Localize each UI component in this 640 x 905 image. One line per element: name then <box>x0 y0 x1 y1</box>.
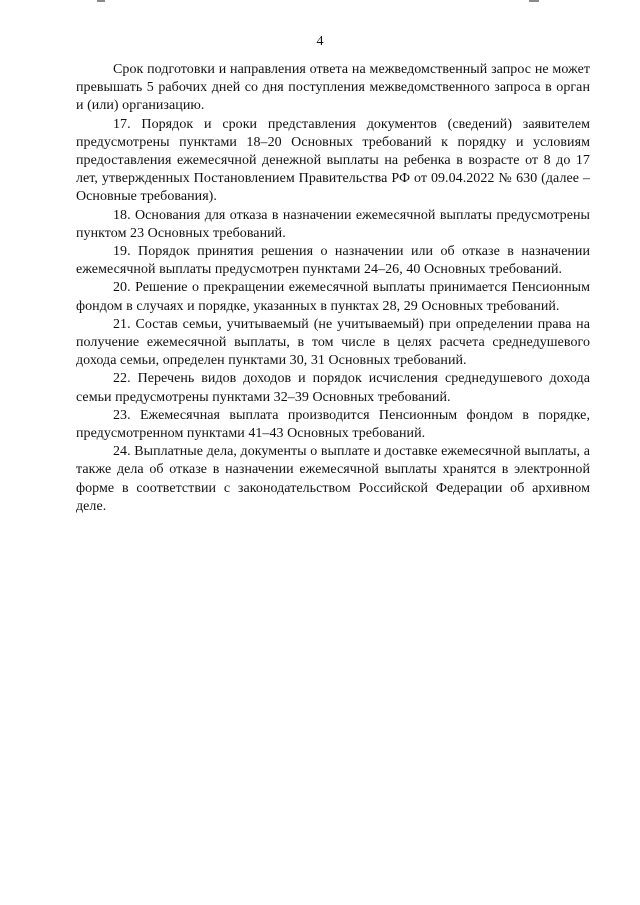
paragraph-22: 22. Перечень видов доходов и порядок исчисления среднедушевого дохода семьи предусмотрены пунктами 32–39 Основных требований. <box>76 371 590 405</box>
paragraph-24: 24. Выплатные дела, документы о выплате и доставке ежемесячной выплаты, а также дела об отказе в назначении ежемесячной выплаты хранятся в электронной форме в соответствии с законодательством Российской Федерации об архивном деле. <box>76 444 590 514</box>
scan-mark <box>529 0 539 2</box>
page-number: 4 <box>316 34 324 49</box>
paragraph-19: 19. Порядок принятия решения о назначении или об отказе в назначении ежемесячной выплаты предусмотрен пунктами 24–26, 40 Основных требований. <box>76 244 590 278</box>
scan-mark <box>97 0 105 2</box>
paragraph-20: 20. Решение о прекращении ежемесячной выплаты принимается Пенсионным фондом в случаях и порядке, указанных в пунктах 28, 29 Основных требований. <box>76 280 590 314</box>
document-body <box>76 61 590 516</box>
paragraph-17: 17. Порядок и сроки представления документов (сведений) заявителем предусмотрены пунктами 18–20 Основных требований к порядку и условиям предоставления ежемесячной денежной выплаты на ребенка в возрасте от 8 до 17 лет, утвержденных Постановлением Правительства РФ от 09.04.2022 № 630 (далее – Основные требования). <box>76 116 590 205</box>
paragraph-18: 18. Основания для отказа в назначении ежемесячной выплаты предусмотрены пунктом 23 Основных требований. <box>76 207 590 241</box>
paragraph-23: 23. Ежемесячная выплата производится Пенсионным фондом в порядке, предусмотренном пунктами 41–43 Основных требований. <box>76 407 590 442</box>
paragraph-21: 21. Состав семьи, учитываемый (не учитываемый) при определении права на получение ежемесячной выплаты, в том числе в целях расчета среднедушевого дохода семьи, определен пунктами 30, 31 Основных требований. <box>76 316 590 369</box>
paragraph-request-deadline: Срок подготовки и направления ответа на межведомственный запрос не может превышать 5 рабочих дней со дня поступления межведомственного запроса в орган и (или) организацию. <box>76 62 590 114</box>
